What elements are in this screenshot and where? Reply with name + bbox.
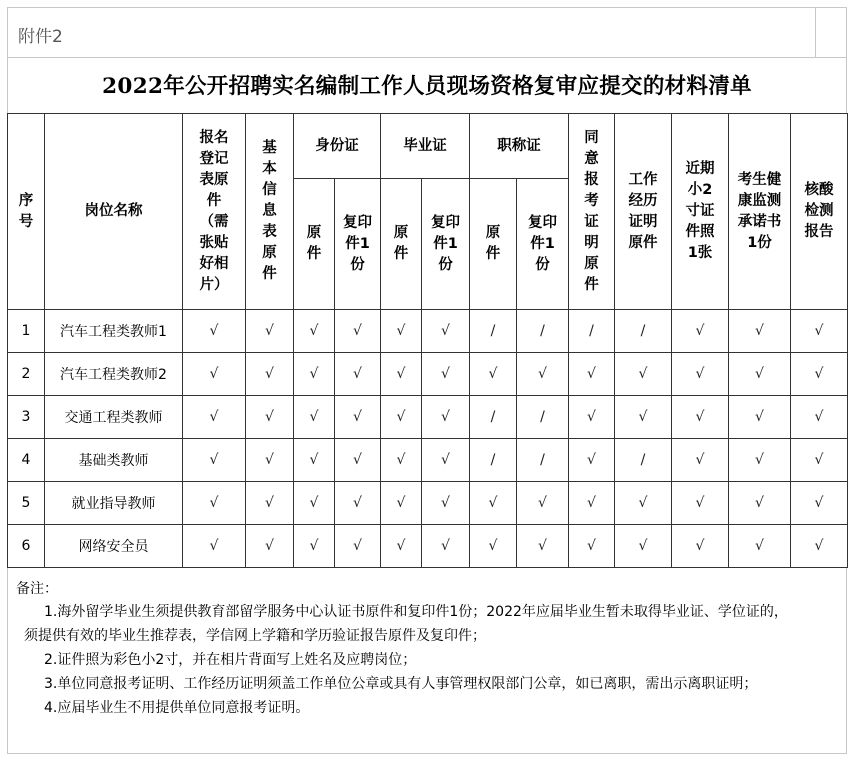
- header-title-cert: 职称证: [470, 114, 569, 179]
- row-mark: √: [183, 396, 246, 439]
- header-health: 考生健康监测承诺书1份: [729, 114, 791, 310]
- row-mark: √: [569, 525, 615, 568]
- row-mark: √: [470, 482, 517, 525]
- row-mark: √: [335, 396, 381, 439]
- row-mark: √: [422, 310, 470, 353]
- row-position: 汽车工程类教师2: [45, 353, 183, 396]
- table-row: [8, 353, 848, 396]
- row-position: 基础类教师: [45, 439, 183, 482]
- row-mark: √: [729, 525, 791, 568]
- note-item-continuation: 须提供有效的毕业生推荐表，学信网上学籍和学历验证报告原件及复印件；: [24, 628, 486, 644]
- row-mark: √: [294, 525, 335, 568]
- row-mark: √: [381, 396, 422, 439]
- row-mark: √: [672, 396, 729, 439]
- row-mark: √: [729, 439, 791, 482]
- row-mark: /: [517, 396, 569, 439]
- row-seq: 1: [8, 310, 45, 353]
- row-mark: √: [422, 439, 470, 482]
- row-mark: √: [791, 525, 848, 568]
- row-mark: √: [183, 525, 246, 568]
- row-mark: /: [615, 439, 672, 482]
- row-mark: √: [615, 396, 672, 439]
- row-mark: √: [183, 353, 246, 396]
- row-mark: √: [517, 525, 569, 568]
- row-mark: /: [517, 310, 569, 353]
- table-row: [8, 310, 848, 353]
- row-mark: √: [381, 525, 422, 568]
- row-mark: √: [335, 310, 381, 353]
- header-basic-info: 基本信息表原件: [246, 114, 294, 310]
- row-mark: /: [470, 396, 517, 439]
- row-mark: /: [569, 310, 615, 353]
- header-id-original: 原件: [294, 179, 335, 310]
- row-mark: √: [422, 525, 470, 568]
- row-mark: √: [517, 353, 569, 396]
- row-mark: √: [381, 310, 422, 353]
- header-diploma-original: 原件: [381, 179, 422, 310]
- row-seq: 5: [8, 482, 45, 525]
- row-mark: √: [381, 439, 422, 482]
- table-body: [8, 310, 848, 568]
- row-mark: √: [729, 353, 791, 396]
- row-seq: 3: [8, 396, 45, 439]
- page-title: 2022年公开招聘实名编制工作人员现场资格复审应提交的材料清单: [102, 74, 752, 99]
- row-mark: √: [672, 310, 729, 353]
- row-mark: √: [335, 482, 381, 525]
- row-mark: √: [183, 482, 246, 525]
- row-mark: √: [791, 482, 848, 525]
- row-mark: √: [246, 439, 294, 482]
- header-position: 岗位名称: [45, 114, 183, 310]
- row-mark: √: [246, 482, 294, 525]
- cell-divider: [815, 8, 816, 57]
- row-mark: √: [294, 353, 335, 396]
- header-consent: 同意报考证明原件: [569, 114, 615, 310]
- row-mark: √: [791, 310, 848, 353]
- row-mark: √: [183, 310, 246, 353]
- table-row: [8, 439, 848, 482]
- row-seq: 2: [8, 353, 45, 396]
- row-mark: /: [470, 310, 517, 353]
- row-mark: √: [246, 310, 294, 353]
- row-mark: √: [422, 482, 470, 525]
- note-item: 1.海外留学毕业生须提供教育部留学服务中心认证书原件和复印件1份；2022年应届毕业生暂未取得毕业证、学位证的，: [44, 604, 788, 620]
- row-mark: √: [246, 353, 294, 396]
- row-mark: √: [381, 482, 422, 525]
- row-position: 就业指导教师: [45, 482, 183, 525]
- header-seq: 序号: [8, 114, 45, 310]
- row-mark: √: [381, 353, 422, 396]
- row-mark: √: [729, 310, 791, 353]
- row-mark: √: [672, 439, 729, 482]
- materials-table: [7, 113, 848, 568]
- row-seq: 6: [8, 525, 45, 568]
- header-nucleic: 核酸检测报告: [791, 114, 848, 310]
- row-mark: √: [729, 482, 791, 525]
- table-row: [8, 525, 848, 568]
- row-mark: √: [615, 353, 672, 396]
- row-seq: 4: [8, 439, 45, 482]
- row-mark: √: [422, 353, 470, 396]
- header-diploma-copy: 复印件1份: [422, 179, 470, 310]
- header-id-card: 身份证: [294, 114, 381, 179]
- header-photo: 近期小2寸证件照1张: [672, 114, 729, 310]
- annex-bar: [7, 7, 847, 57]
- row-mark: √: [335, 439, 381, 482]
- row-mark: √: [672, 353, 729, 396]
- notes-heading: 备注：: [16, 581, 58, 597]
- row-mark: √: [422, 396, 470, 439]
- note-item: 3.单位同意报考证明、工作经历证明须盖工作单位公章或具有人事管理权限部门公章，如已离职，需出示离职证明；: [44, 676, 758, 692]
- row-mark: √: [470, 525, 517, 568]
- note-item: 4.应届毕业生不用提供单位同意报考证明。: [44, 700, 310, 716]
- row-mark: √: [335, 525, 381, 568]
- row-mark: √: [569, 396, 615, 439]
- row-mark: √: [672, 525, 729, 568]
- row-mark: √: [294, 310, 335, 353]
- notes-section: [7, 568, 847, 754]
- row-mark: √: [294, 482, 335, 525]
- row-mark: √: [615, 482, 672, 525]
- row-mark: √: [517, 482, 569, 525]
- row-mark: /: [615, 310, 672, 353]
- row-mark: √: [294, 439, 335, 482]
- row-mark: /: [517, 439, 569, 482]
- row-mark: √: [246, 396, 294, 439]
- row-position: 交通工程类教师: [45, 396, 183, 439]
- row-mark: √: [335, 353, 381, 396]
- row-mark: √: [470, 353, 517, 396]
- header-id-copy: 复印件1份: [335, 179, 381, 310]
- row-mark: √: [791, 353, 848, 396]
- row-mark: √: [569, 482, 615, 525]
- row-position: 汽车工程类教师1: [45, 310, 183, 353]
- annex-label: 附件2: [18, 27, 63, 47]
- row-mark: √: [615, 525, 672, 568]
- row-mark: √: [569, 439, 615, 482]
- row-mark: /: [470, 439, 517, 482]
- row-mark: √: [791, 396, 848, 439]
- notes-list: [24, 600, 842, 720]
- note-item: 2.证件照为彩色小2寸，并在相片背面写上姓名及应聘岗位；: [44, 652, 417, 668]
- table-row: [8, 482, 848, 525]
- row-position: 网络安全员: [45, 525, 183, 568]
- row-mark: √: [729, 396, 791, 439]
- row-mark: √: [569, 353, 615, 396]
- row-mark: √: [672, 482, 729, 525]
- row-mark: √: [246, 525, 294, 568]
- title-bar: [7, 57, 847, 114]
- row-mark: √: [791, 439, 848, 482]
- row-mark: √: [183, 439, 246, 482]
- header-reg-form: 报名登记表原件（需张贴好相片）: [183, 114, 246, 310]
- row-mark: √: [294, 396, 335, 439]
- header-diploma: 毕业证: [381, 114, 470, 179]
- header-title-copy: 复印件1份: [517, 179, 569, 310]
- header-title-original: 原件: [470, 179, 517, 310]
- header-work-exp: 工作经历证明原件: [615, 114, 672, 310]
- table-row: [8, 396, 848, 439]
